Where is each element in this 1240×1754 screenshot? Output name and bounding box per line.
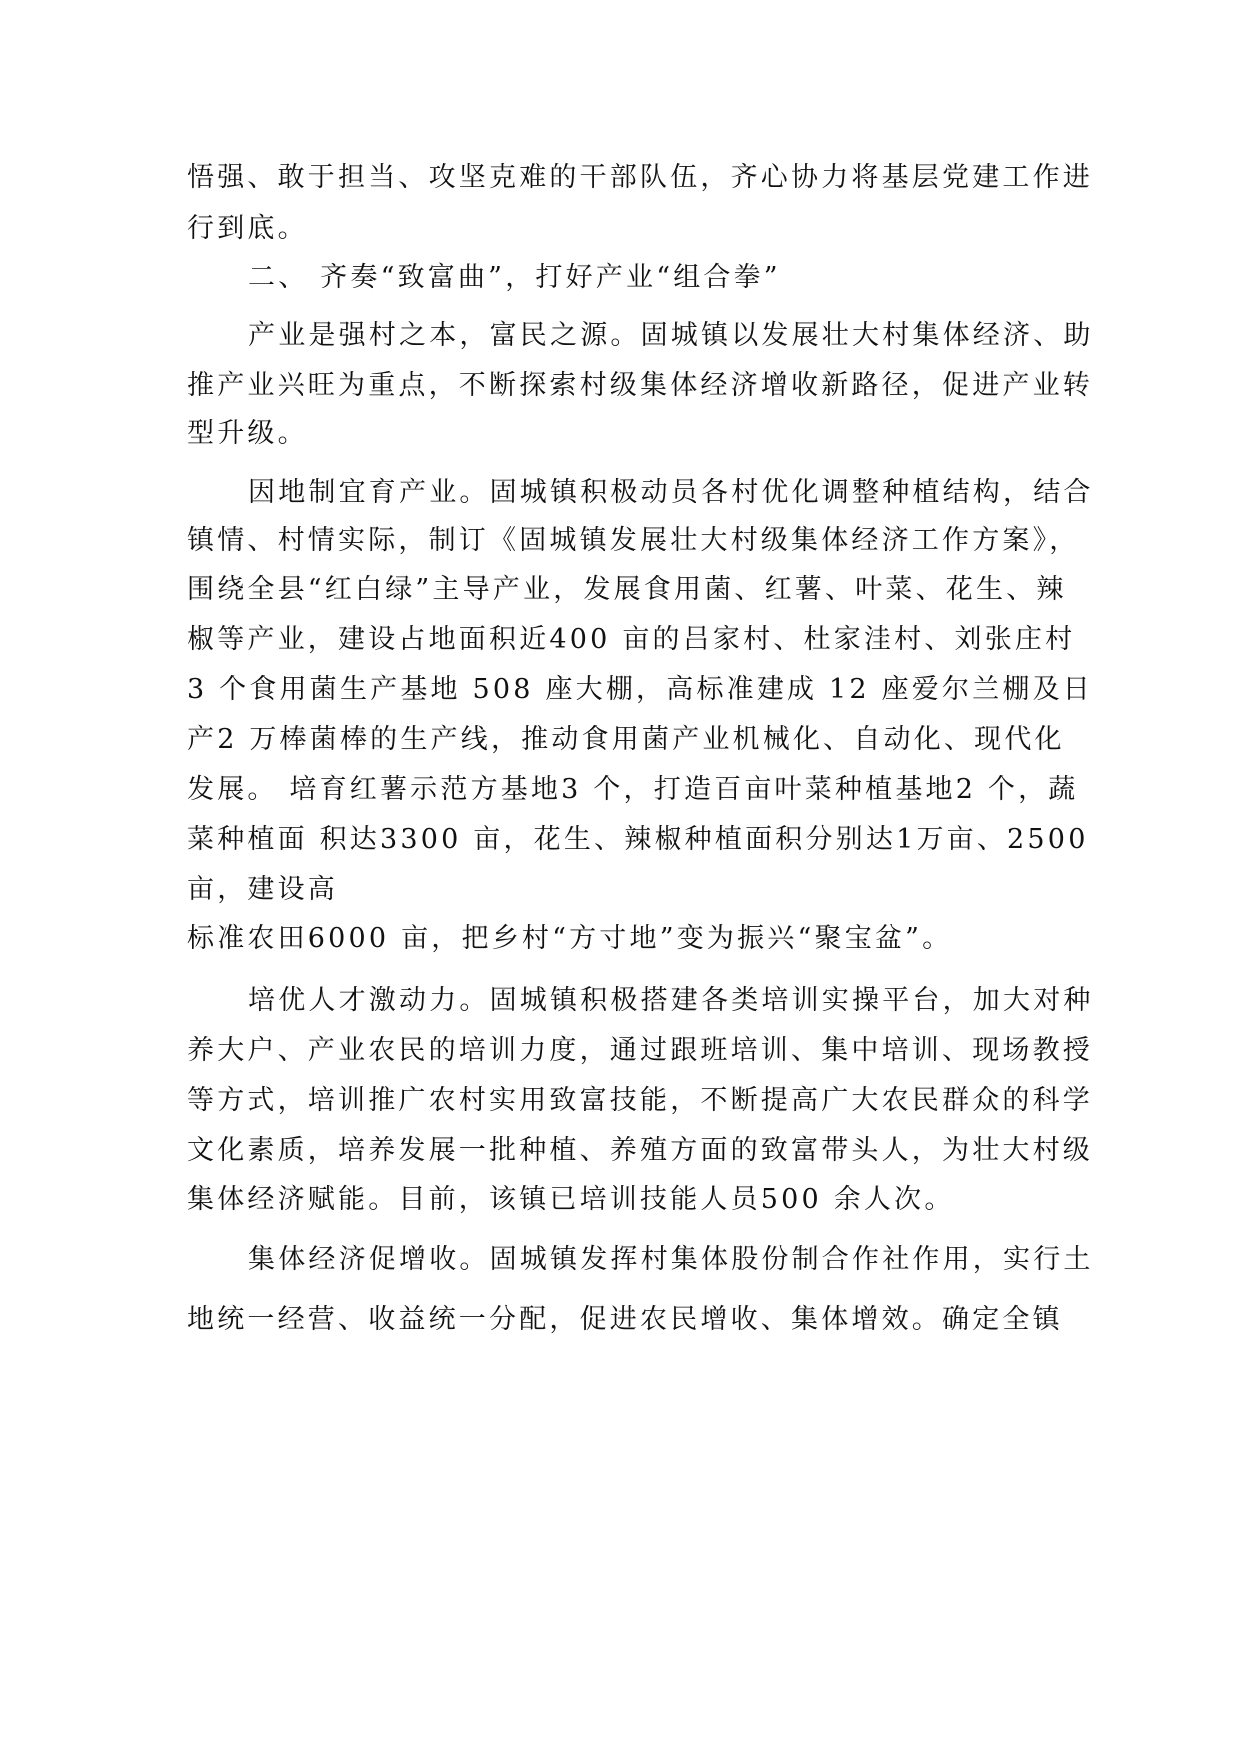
paragraph-local-industry-line-1: 因地制宜育产业。固城镇积极动员各村优化调整种植结构，结合 — [248, 477, 1094, 508]
paragraph-continuation-line-2: 行到底。 — [187, 213, 308, 244]
paragraph-industry-intro-line-2: 推产业兴旺为重点，不断探索村级集体经济增收新路径，促进产业转 — [187, 370, 1093, 401]
paragraph-local-industry-line-8: 菜种植面 积达3300 亩，花生、辣椒种植面积分别达1万亩、2500 — [187, 824, 1089, 855]
paragraph-local-industry-line-2: 镇情、村情实际，制订《固城镇发展壮大村级集体经济工作方案》， — [187, 525, 1080, 556]
paragraph-local-industry-line-5: 3 个食用菌生产基地 508 座大棚，高标准建成 12 座爱尔兰棚及日 — [187, 674, 1093, 705]
paragraph-talent-line-2: 养大户、产业农民的培训力度，通过跟班培训、集中培训、现场教授 — [187, 1035, 1093, 1066]
paragraph-industry-intro-line-3: 型升级。 — [187, 418, 308, 449]
paragraph-local-industry-line-9: 亩，建设高 — [187, 874, 338, 905]
paragraph-continuation-line-1: 悟强、敢于担当、攻坚克难的干部队伍，齐心协力将基层党建工作进 — [187, 162, 1093, 193]
paragraph-local-industry-line-6: 产2 万棒菌棒的生产线，推动食用菌产业机械化、自动化、现代化 — [187, 724, 1065, 755]
paragraph-talent-line-1: 培优人才激动力。固城镇积极搭建各类培训实操平台，加大对种 — [248, 985, 1094, 1016]
paragraph-talent-line-3: 等方式，培训推广农村实用致富技能，不断提高广大农民群众的科学 — [187, 1085, 1093, 1116]
section-heading: 二、 齐奏“致富曲”，打好产业“组合拳” — [248, 262, 781, 293]
paragraph-industry-intro-line-1: 产业是强村之本，富民之源。固城镇以发展壮大村集体经济、助 — [248, 320, 1094, 351]
paragraph-local-industry-line-3: 围绕全县“红白绿”主导产业，发展食用菌、红薯、叶菜、花生、辣 — [187, 574, 1067, 605]
paragraph-talent-line-4: 文化素质，培养发展一批种植、养殖方面的致富带头人，为壮大村级 — [187, 1135, 1093, 1166]
paragraph-collective-economy-line-2: 地统一经营、收益统一分配，促进农民增收、集体增效。确定全镇 — [187, 1304, 1063, 1335]
paragraph-local-industry-line-4: 椒等产业，建设占地面积近400 亩的吕家村、杜家洼村、刘张庄村 — [187, 624, 1076, 655]
paragraph-talent-line-5: 集体经济赋能。目前，该镇已培训技能人员500 余人次。 — [187, 1184, 955, 1215]
paragraph-local-industry-line-7: 发展。 培育红薯示范方基地3 个，打造百亩叶菜种植基地2 个，蔬 — [187, 774, 1079, 805]
paragraph-collective-economy-line-1: 集体经济促增收。固城镇发挥村集体股份制合作社作用，实行土 — [248, 1244, 1094, 1275]
paragraph-local-industry-line-10: 标准农田6000 亩，把乡村“方寸地”变为振兴“聚宝盆”。 — [187, 923, 953, 954]
